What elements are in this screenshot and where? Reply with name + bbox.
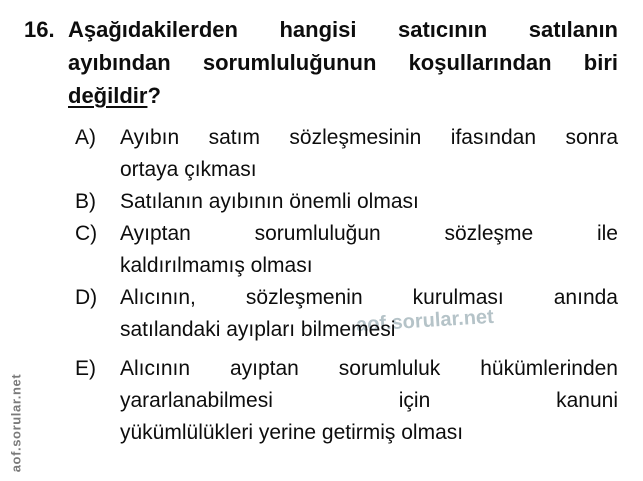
question-line: ayıbından sorumluluğunun koşullarından biri (68, 50, 618, 75)
option-letter: A) (75, 126, 96, 149)
option-text (120, 122, 618, 186)
option-row (75, 186, 618, 218)
center-watermark-text: aof.sorular.net (355, 305, 495, 337)
option-row (75, 218, 618, 282)
side-watermark-text: aof.sorular.net (8, 373, 24, 473)
option-line: Alıcının, sözleşmenin kurulması anında (120, 286, 618, 309)
option-letter: E) (75, 357, 96, 380)
option-text (120, 353, 618, 449)
question (24, 13, 618, 112)
question-text (68, 13, 618, 112)
question-suffix: ? (147, 83, 161, 108)
option-line: Ayıptan sorumluluğun sözleşme ile (120, 222, 618, 245)
option-letter: B) (75, 190, 96, 213)
option-letter: C) (75, 222, 98, 245)
option-line: Satılanın ayıbının önemli olması (120, 190, 419, 213)
option-row (75, 353, 618, 449)
option-letter: D) (75, 286, 98, 309)
underlined-word: değildir (68, 83, 148, 108)
option-line: ortaya çıkması (120, 158, 257, 181)
option-row (75, 282, 618, 346)
options-list (75, 122, 618, 449)
option-text (120, 218, 618, 282)
option-line: satılandaki ayıpları bilmemesi (120, 318, 396, 341)
option-text (120, 186, 618, 218)
option-line: Ayıbın satım sözleşmesinin ifasından sonra (120, 126, 618, 149)
exam-page (0, 13, 643, 481)
option-line: kaldırılmamış olması (120, 254, 313, 277)
question-number: 16. (24, 17, 55, 42)
option-line: Alıcının ayıptan sorumluluk hükümlerinden (120, 357, 618, 380)
question-line: Aşağıdakilerden hangisi satıcının satılanın (68, 17, 618, 42)
option-line: yükümlülükleri yerine getirmiş olması (120, 421, 464, 444)
question-block (0, 13, 643, 449)
option-row (75, 122, 618, 186)
question-last-line (68, 79, 618, 112)
option-text (120, 282, 618, 346)
option-line: yararlanabilmesi için kanuni (120, 389, 618, 412)
